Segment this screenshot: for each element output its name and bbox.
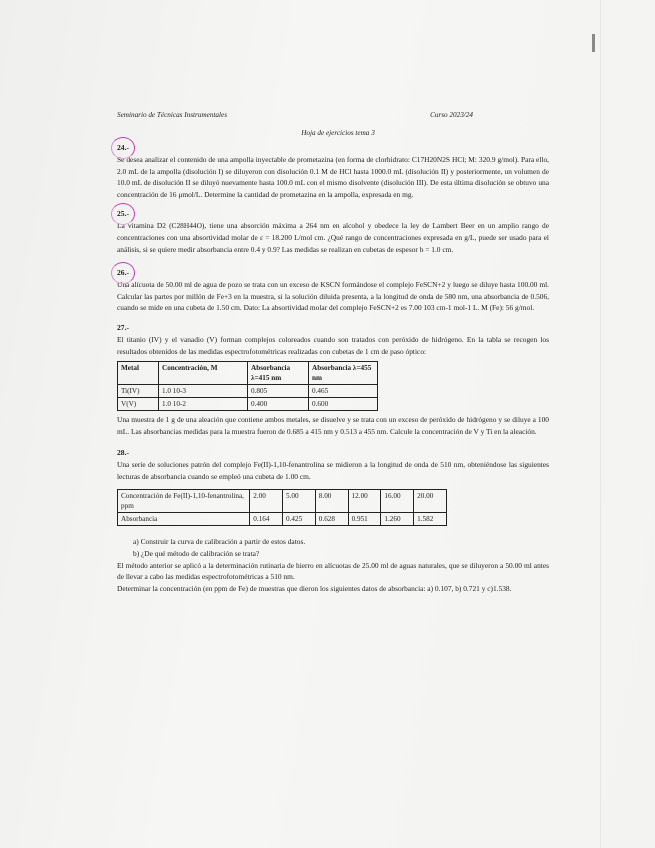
table-header: Absorbancia λ=415 nm (248, 362, 309, 385)
problem-number: 24.- (117, 142, 129, 154)
list-item: b) ¿De qué método de calibración se trata? (133, 549, 260, 559)
problem-text-continued: Una muestra de 1 g de una aleación que contiene ambos metales, se disuelve y se trata con un exceso de peróxido de hidrógeno y se diluye a 100 mL. Las absorbancias medidas para la muestra fueron de 0.685 a 415 nm y 0.513 a 455 nm. Calcule la concentración de V y Ti en la aleación. (117, 415, 549, 436)
table-row (118, 385, 378, 398)
problem-25 (117, 208, 549, 255)
table-cell: 0.164 (250, 512, 283, 525)
problem-number: 27.- (117, 322, 130, 332)
staple-mark (592, 34, 595, 52)
problem-text: El titanio (IV) y el vanadio (V) forman complejos coloreados cuando son tratados con peróxido de hidrógeno. En la tabla se recogen los resultados obtenidos de las medidas espectrofotométricas realizadas con cubetas de 1 cm de paso óptico: (117, 334, 549, 356)
table-cell: 16.00 (381, 489, 414, 512)
table-cell: 1.260 (381, 512, 414, 525)
table-cell: 2.00 (250, 489, 283, 512)
list-item: a) Construir la curva de calibración a partir de estos datos. (133, 536, 306, 546)
table-cell: 20.00 (414, 489, 447, 512)
table-cell: 0.425 (283, 512, 316, 525)
table-cell: 0.600 (309, 398, 378, 411)
page-header (117, 110, 549, 120)
problem-text: La vitamina D2 (C28H44O), tiene una absorción máxima a 264 nm en alcohol y obedece la ley de Lambert Beer en un amplio rango de concentraciones con una absortividad molar de ε = 18.200 L/mol cm. ¿Qué rango de concentraciones expresada en g/L, puede ser usado para el análisis, si se quiere medir absorbancia entre 0.4 y 0.9? Las medidas se realizan en cubetas de espesor b = 1.0 cm. (117, 221, 549, 254)
course-year: Curso 2023/24 (430, 111, 473, 119)
absorbance-table (117, 361, 378, 411)
table-row (118, 489, 447, 512)
table-header-row (118, 362, 378, 385)
table-row (118, 512, 447, 525)
table-cell: 0.465 (309, 385, 378, 398)
calibration-table (117, 489, 447, 526)
table-cell: 8.00 (315, 489, 348, 512)
table-header: Absorbancia λ=455 nm (309, 362, 378, 385)
table-header: Concentración, M (159, 362, 248, 385)
problem-27 (117, 322, 549, 437)
table-cell: Ti(IV) (118, 385, 159, 398)
sheet-title: Hoja de ejercicios tema 3 (301, 129, 375, 137)
table-row-label: Absorbancia (118, 512, 250, 525)
table-cell: 1.0 10-2 (159, 398, 248, 411)
problem-text-continued: El método anterior se aplicó a la determinación rutinaria de hierro en alícuotas de 25.00 ml de aguas naturales, que se diluyeron a 50.00 ml antes de llevar a cabo las medidas espectrofotométricas a 510 nm. (117, 560, 549, 582)
highlight-circle (111, 137, 135, 159)
problem-text-final: Determinar la concentración (en ppm de Fe) de muestras que dieron los siguientes datos de absorbancia: a) 0.107, b) 0.721 y c)1.538. (117, 583, 512, 593)
problem-26 (117, 267, 549, 314)
table-cell: 0.951 (348, 512, 381, 525)
problem-text: Una serie de soluciones patrón del complejo Fe(II)-1,10-fenantrolina se midieron a la longitud de onda de 510 nm, obteniéndose las siguientes lecturas de absorbancia cuando se empleó una cubeta de 1.00 cm. (117, 460, 549, 481)
table-cell: V(V) (118, 398, 159, 411)
highlight-circle (111, 262, 135, 284)
problem-number: 28.- (117, 448, 130, 458)
table-cell: 1.582 (414, 512, 447, 525)
exercise-sheet (117, 110, 549, 594)
problem-number: 25.- (117, 208, 129, 220)
problem-24 (117, 142, 549, 200)
table-cell: 1.0 10-3 (159, 385, 248, 398)
table-cell: 0.628 (315, 512, 348, 525)
table-cell: 5.00 (283, 489, 316, 512)
table-row (118, 398, 378, 411)
table-cell: 0.805 (248, 385, 309, 398)
problem-text: Se desea analizar el contenido de una ampolla inyectable de prometazina (en forma de clorhidrato: C17H20N2S HCl; M: 320.9 g/mol). Para ello, 2.0 mL de la ampolla (disolución I) se diluyeron con disolución 0.1 M de HCl hasta 1000.0 mL (disolución II) y posteriormente, un volumen de 10.0 mL de disolución II se diluyó nuevamente hasta 100.0 mL con el mismo disolvente (disolución III). De esta última disolución se obtuvo una concentración de 16 μmol/L. Determine la cantidad de prometazina en la ampolla, expresada en mg. (117, 155, 549, 199)
problem-number: 26.- (117, 267, 129, 279)
seminar-name: Seminario de Técnicas Instrumentales (117, 111, 227, 119)
table-cell: 0.400 (248, 398, 309, 411)
page-fold-line (600, 0, 601, 848)
problem-text: Una alícuota de 50.00 ml de agua de pozo se trata con un exceso de KSCN formándose el complejo FeSCN+2 y luego se diluye hasta 100.00 ml. Calcular las partes por millón de Fe+3 en la muestra, si la solución diluida presenta, a la longitud de onda de 580 nm, una absorbancia de 0.506, cuando se mide en una cubeta de 1.50 cm. Dato: La absortividad molar del complejo FeSCN+2 es 7.00 103 cm-1 mol-1 L. M (Fe): 56 g/mol. (117, 280, 549, 313)
table-row-label: Concentración de Fe(II)-1,10-fenantrolina, ppm (118, 489, 250, 512)
question-list (133, 536, 549, 560)
table-cell: 12.00 (348, 489, 381, 512)
table-header: Metal (118, 362, 159, 385)
problem-28 (117, 447, 549, 594)
